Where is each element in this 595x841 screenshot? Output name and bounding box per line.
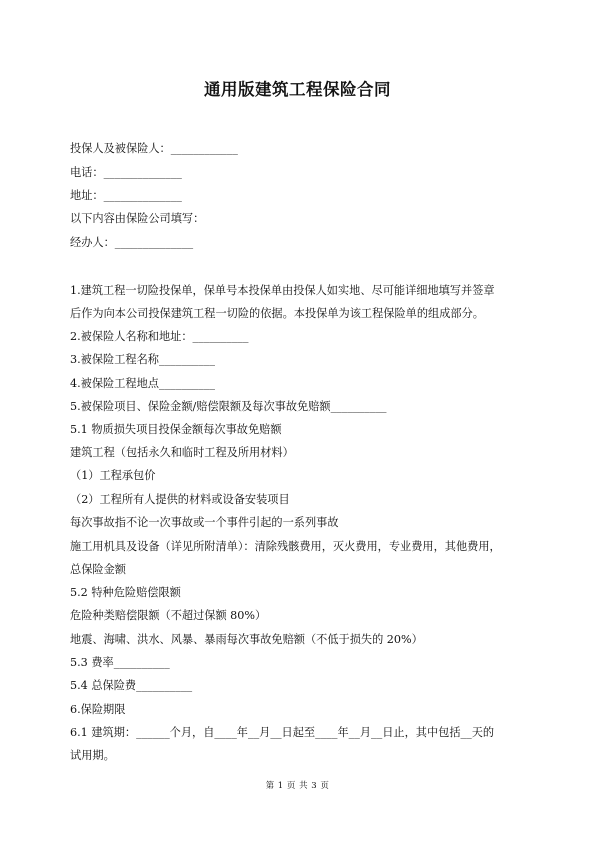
body-line: 每次事故指不论一次事故或一个事件引起的一系列事故 (70, 516, 339, 529)
body-line: 试用期。 (70, 749, 115, 762)
body-line: 3.被保险工程名称__________ (70, 353, 215, 366)
body-line: 2.被保险人名称和地址：__________ (70, 330, 249, 343)
body-line: （2）工程所有人提供的材料或设备安装项目 (70, 493, 290, 506)
document-title: 通用版建筑工程保险合同 (204, 80, 391, 99)
header-line-company-note: 以下内容由保险公司填写： (70, 212, 205, 225)
header-line-phone: 电话：______________ (70, 166, 182, 179)
body-line: 建筑工程（包括永久和临时工程及所用材料） (70, 446, 294, 459)
body-line: 地震、海啸、洪水、风暴、暴雨每次事故免赔额（不低于损失的 20%） (70, 633, 423, 646)
body-line: 1.建筑工程一切险投保单，保单号本投保单由投保人如实地、尽可能详细地填写并签章 (70, 284, 495, 297)
body-line: 6.1 建筑期：______个月，自____年__月__日起至____年__月__日止，其中包括__天的 (70, 726, 495, 739)
header-line-handler: 经办人：______________ (70, 236, 194, 249)
body-line: 4.被保险工程地点__________ (70, 377, 215, 390)
body-line: 总保险金额 (70, 563, 126, 576)
body-line: （1）工程承包价 (70, 469, 156, 482)
body-line: 5.1 物质损失项目投保金额每次事故免赔额 (70, 423, 282, 436)
body-line: 5.2 特种危险赔偿限额 (70, 586, 181, 599)
header-line-insured: 投保人及被保险人：____________ (70, 142, 238, 155)
page-number-footer: 第 1 页 共 3 页 (265, 781, 330, 791)
body-line: 危险种类赔偿限额（不超过保额 80%） (70, 609, 267, 622)
body-line: 5.4 总保险费__________ (70, 679, 193, 692)
body-line: 施工用机具及设备（详见所附清单）：清除残骸费用，灭火费用，专业费用，其他费用， (70, 540, 501, 553)
body-line: 5.3 费率__________ (70, 656, 170, 669)
header-line-address: 地址：______________ (70, 189, 182, 202)
body-line: 后作为向本公司投保建筑工程一切险的依据。本投保单为该工程保险单的组成部分。 (70, 307, 484, 320)
body-line: 5.被保险项目、保险金额/赔偿限额及每次事故免赔额__________ (70, 400, 387, 413)
body-line: 6.保险期限 (70, 703, 126, 716)
